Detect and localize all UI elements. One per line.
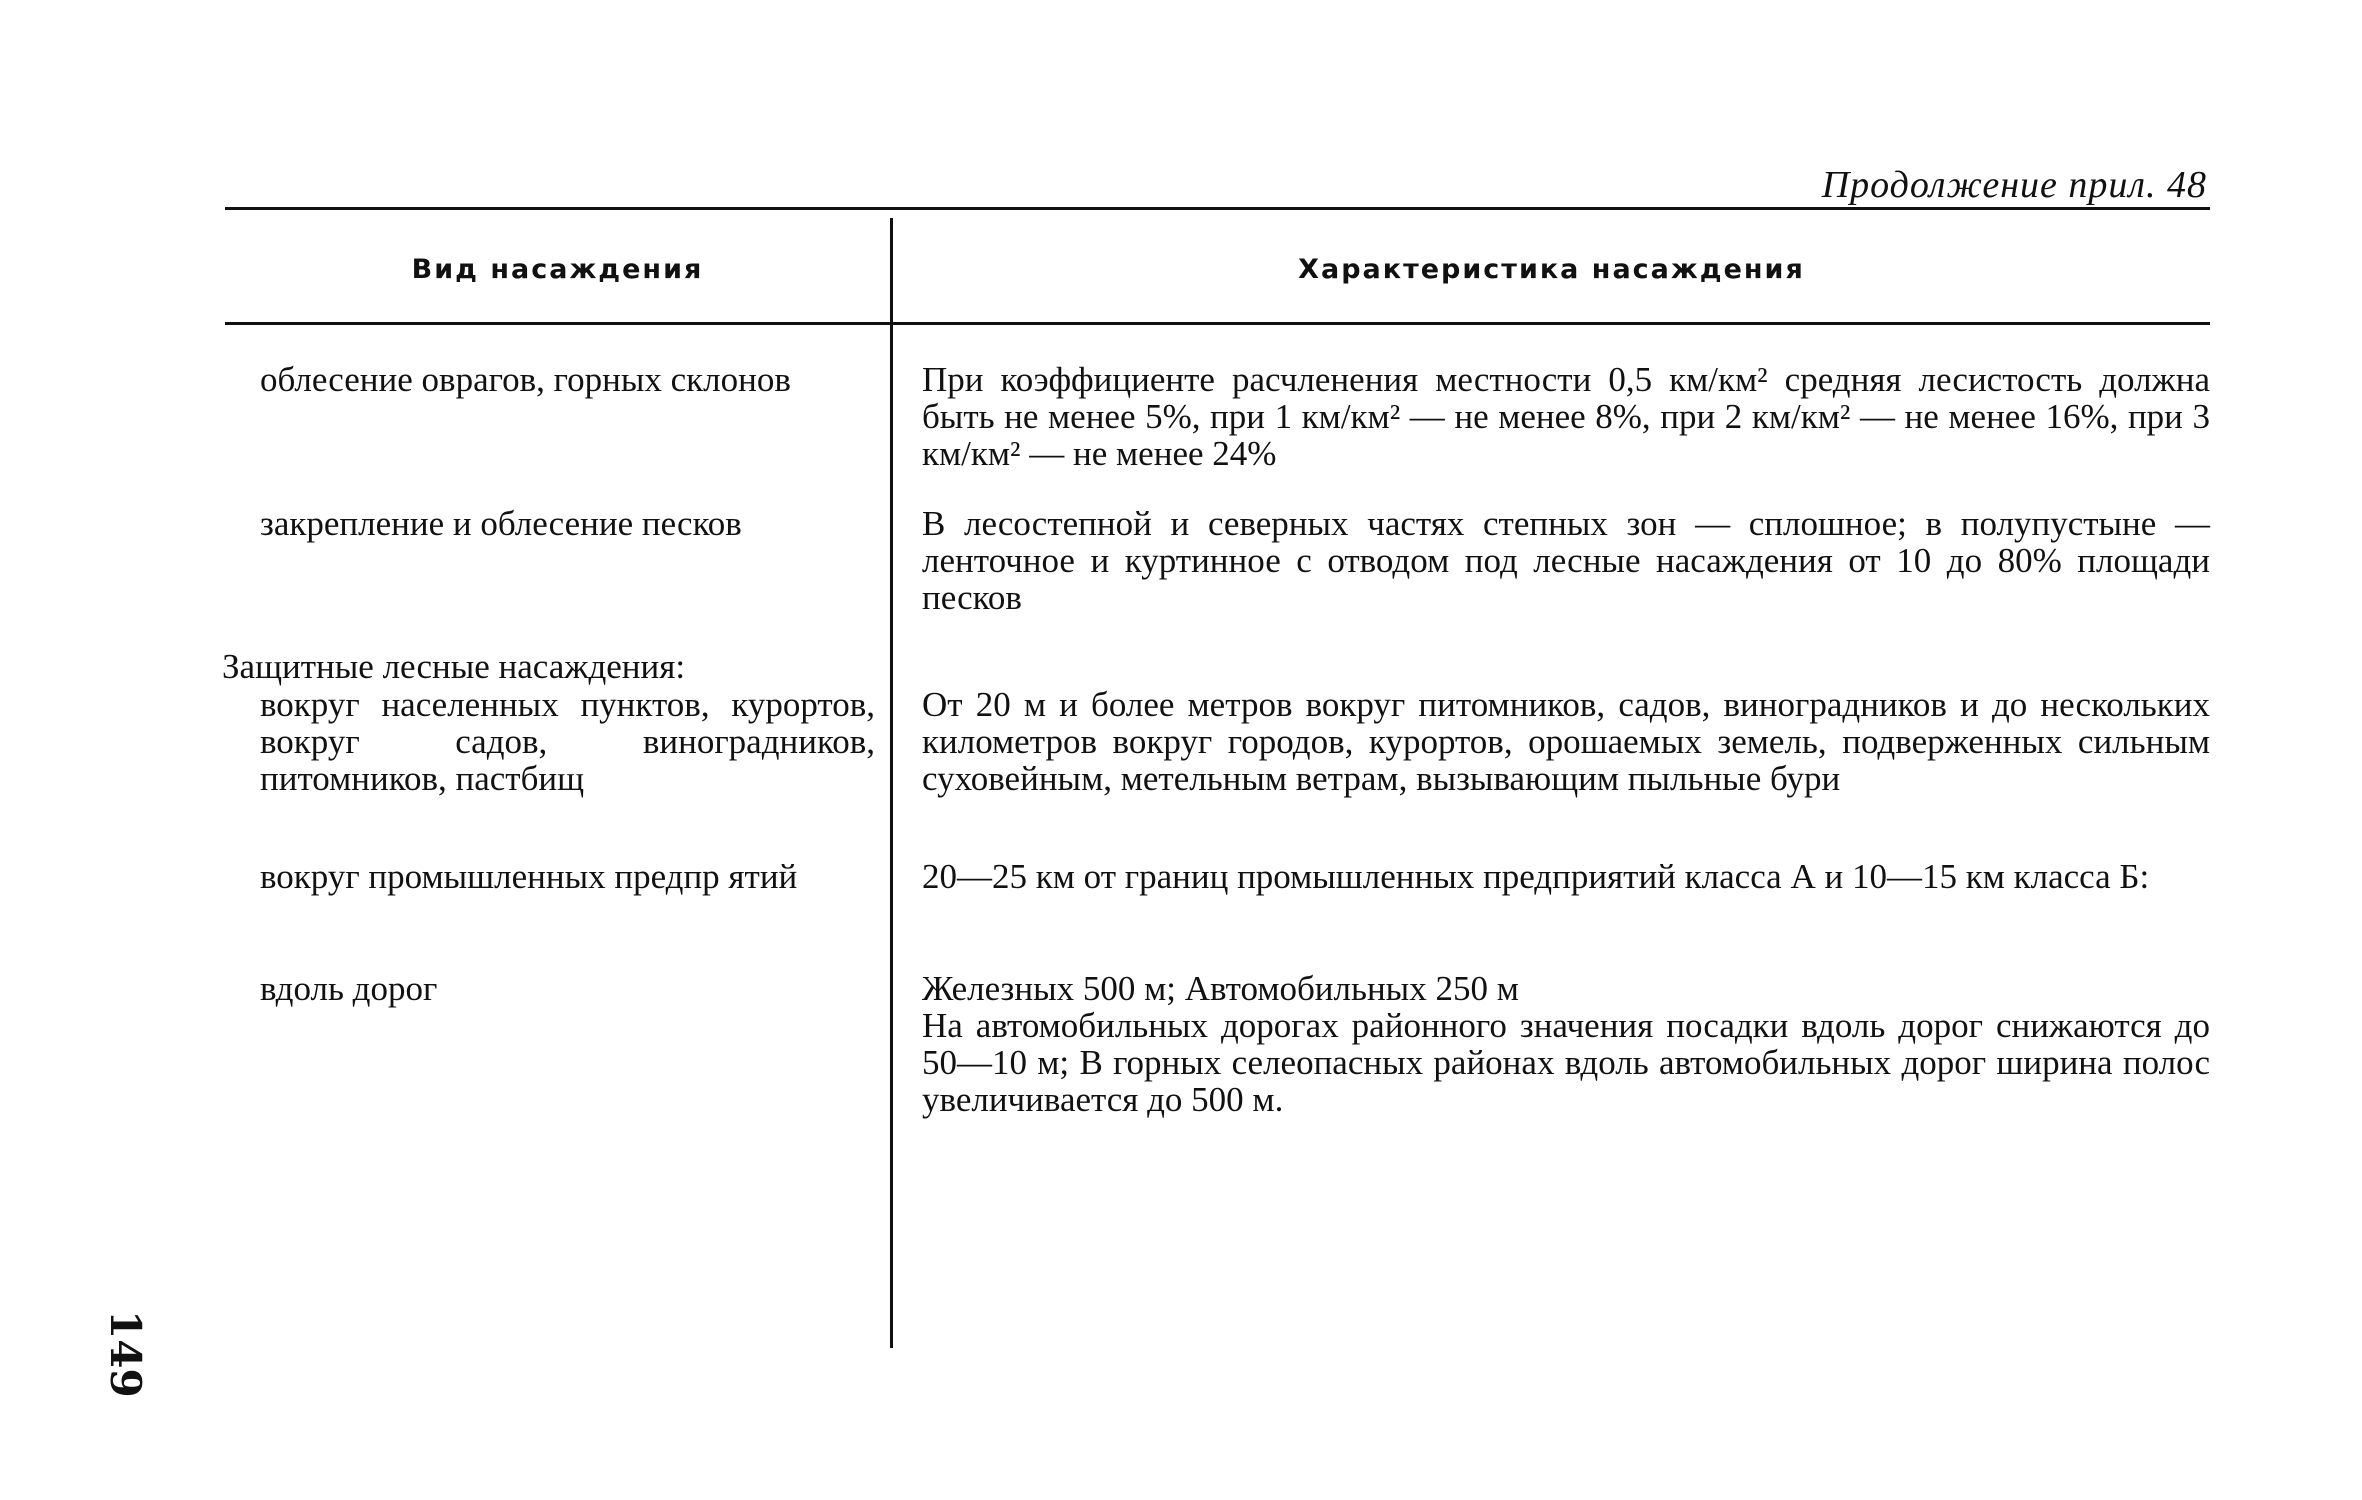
group-title-protective: Защитные лесные насаждения: (222, 647, 686, 686)
row-type-roads: вдоль дорог (260, 969, 438, 1008)
row-type-sands: закрепление и облесение песков (260, 504, 742, 543)
row-description-settlements: От 20 м и более метров вокруг питомников, садов, виноградников и до нескольких километров вокруг городов, курортов, орошаемых земель, подверженных сильным суховейным, метельным ветрам, вызывающим пыльные бури (922, 685, 2210, 798)
roads-description-line-2: На автомобильных дорогах районного значения посадки вдоль дорог снижаются до 50—10 м; В горных селеопасных районах вдоль автомобильных дорог ширина полос увеличивается до 500 м. (922, 1006, 2210, 1119)
row-type-industrial: вокруг промышленных предпр ятий (260, 857, 798, 896)
row-description-industrial: 20—25 км от границ промышленных предприятий класса А и 10—15 км класса Б: (922, 857, 2150, 896)
row-description-sands: В лесостепной и северных частях степных зон — сплошное; в полупустыне — ленточное и куртинное с отводом под лесные насаждения от 10 до 80% площади песков (922, 504, 2210, 617)
header-rule (225, 322, 2210, 325)
column-header-type: Вид насаждения (411, 254, 704, 285)
row-description-roads (922, 970, 2210, 1118)
row-type-settlements: вокруг населенных пунктов, курортов, вокруг садов, виноградников, питомников, пастбищ (260, 685, 875, 798)
column-divider (890, 218, 893, 1348)
roads-description-line-1: Железных 500 м; Автомобильных 250 м (922, 969, 1519, 1008)
row-type-ravines: облесение оврагов, горных склонов (260, 360, 791, 399)
continuation-heading: Продолжение прил. 48 (1821, 164, 2207, 206)
page-number: 149 (101, 1310, 150, 1398)
top-rule (225, 207, 2210, 210)
row-description-ravines: При коэффициенте расчленения местности 0,5 км/км² средняя лесистость должна быть не менее 5%, при 1 км/км² — не менее 8%, при 2 км/км² — не менее 16%, при 3 км/км² — не менее 24% (922, 360, 2210, 473)
column-header-characteristics: Характеристика насаждения (1298, 254, 1805, 285)
